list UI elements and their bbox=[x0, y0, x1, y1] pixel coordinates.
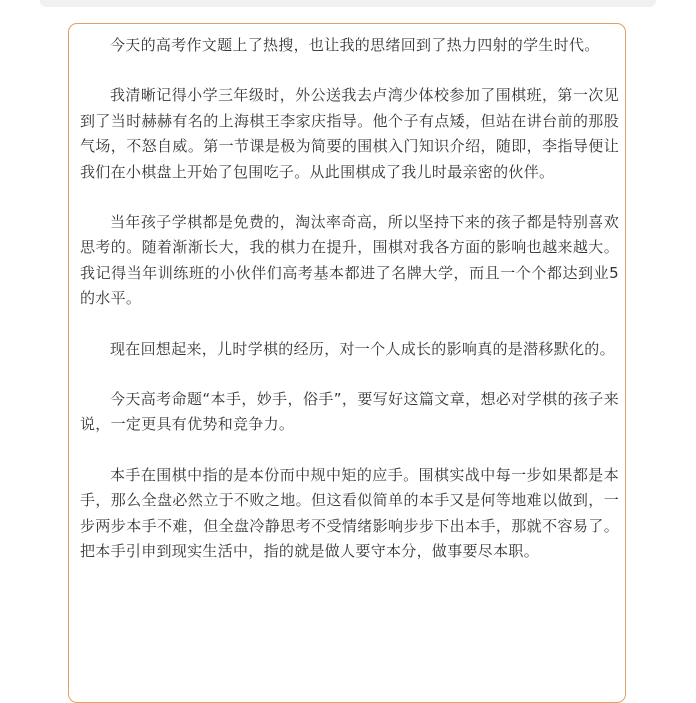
article-paragraph-6: 本手在围棋中指的是本份而中规中矩的应手。围棋实战中每一步如果都是本手，那么全盘必然立于不败之地。但这看似简单的本手又是何等地难以做到，一步两步本手不难，但全盘冷静思考不受情绪影响步步下出本手，那就不容易了。把本手引申到现实生活中，指的就是做人要守本分，做事要尽本职。 bbox=[80, 465, 619, 561]
article-paragraph-2: 我清晰记得小学三年级时，外公送我去卢湾少体校参加了围棋班，第一次见到了当时赫赫有名的上海棋王李家庆指导。他个子有点矮，但站在讲台前的那股气场，不怒自威。第一节课是极为简要的围棋入门知识介绍，随即，李指导便让我们在小棋盘上开始了包围吃子。从此围棋成了我儿时最亲密的伙伴。 bbox=[80, 86, 619, 181]
top-strip bbox=[40, 0, 656, 7]
article-paragraph-4: 现在回想起来，儿时学棋的经历，对一个人成长的影响真的是潜移默化的。 bbox=[110, 339, 615, 358]
article-paragraph-3: 当年孩子学棋都是免费的，淘汰率奇高，所以坚持下来的孩子都是特别喜欢思考的。随着渐渐长大，我的棋力在提升，围棋对我各方面的影响也越来越大。我记得当年训练班的小伙伴们高考基本都进了名牌大学，而且一个个都达到业5的水平。 bbox=[80, 213, 619, 308]
article-box bbox=[68, 23, 626, 703]
article-paragraph-5: 今天高考命题“本手，妙手，俗手”，要写好这篇文章，想必对学棋的孩子来说，一定更具有优势和竞争力。 bbox=[80, 390, 619, 434]
article-paragraph-1: 今天的高考作文题上了热搜，也让我的思绪回到了热力四射的学生时代。 bbox=[110, 36, 600, 54]
